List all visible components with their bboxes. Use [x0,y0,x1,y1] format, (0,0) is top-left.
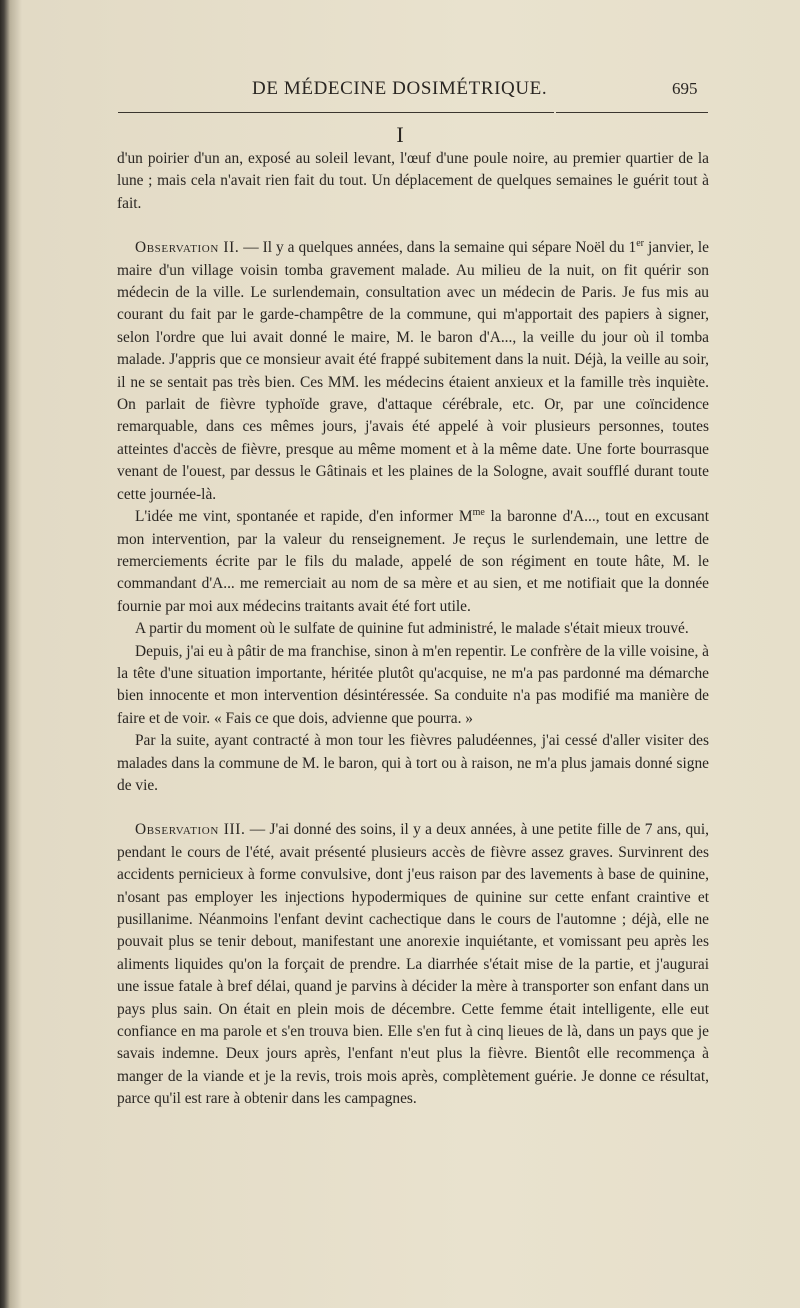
paragraph-letter-b: la baronne d'A..., tout en excusant mon intervention, par la valeur du renseignement. Je reçus le surlendemain, une lettre de remerciements écrite par le fils du malade, appelé de son régiment en toute hâte, M. le commandant d'A... me remerciait au nom de sa mère et au sien, et me notifiait que la donnée fournie par moi aux médecins traitants avait été fort utile. [117,508,709,615]
paragraph-letter [117,506,709,618]
page-header [0,78,800,102]
body-text [117,148,709,1111]
observation-2-label: Observation II. [135,239,240,257]
signature-mark: I [396,122,404,147]
observation-3-text: — J'ai donné des soins, il y a deux années, à une petite fille de 7 ans, qui, pendant le cours de l'été, avait présenté plusieurs accès de fièvre assez graves. Survinrent des accidents pernicieux à forme convulsive, dont j'eus raison par des lavements à base de quinine, n'osant pas employer les injections hypodermiques de quinine sur cette enfant craintive et pusillanime. Néanmoins l'enfant devint cachectique dans le cours de l'automne ; déjà, elle ne pouvait plus se tenir debout, manifestant une anorexie inquiétante, et vomissant peu après les aliments liquides qu'on la forçait de prendre. La diarrhée s'était mise de la partie, et j'augurai une issue fatale à bref délai, quand je parvins à décider la mère à transporter son enfant dans un pays plus sain. On était en plein mois de décembre. Cette femme était intelligente, elle eut confiance en ma parole et s'en trouva bien. Elle s'en fut à cinq lieues de là, dans un pays que je savais indemne. Deux jours après, l'enfant n'eut plus la fièvre. Bientôt elle recommença à manger de la viande et je la revis, trois mois après, complètement guérie. Je donne ce résultat, parce qu'il est rare à obtenir dans les campagnes. [117,821,710,1108]
observation-2-text-a: — Il y a quelques années, dans la semaine qui sépare Noël du 1 [239,239,637,257]
running-head: DE MÉDECINE DOSIMÉTRIQUE. [252,78,548,99]
observation-2-text-b: janvier, le maire d'un village voisin tomba gravement malade. Au milieu de la nuit, on fit quérir son médecin de la ville. Le surlendemain, consultation avec un médecin de Paris. Je fus mis au courant du fait par le garde-champêtre de la commune, qui m'apportait des papiers à signer, selon l'ordre que lui avait donné le maire, M. le baron d'A..., la veille du jour où il tomba malade. J'appris que ce monsieur avait été frappé subitement dans la nuit. Déjà, la veille au soir, il ne se sentait pas très bien. Ces MM. les médecins étaient anxieux et la famille très inquiète. On parlait de fièvre typhoïde grave, d'attaque cérébrale, etc. Or, par une coïncidence remarquable, dans ces mêmes jours, j'avais été appelé à voir plusieurs personnes, toutes atteintes d'accès de fièvre, presque au même moment et à la même date. Une forte bourrasque venant de l'ouest, par dessus le Gâtinais et les plaines de la Sologne, avait soufflé durant toute cette journée-là. [117,239,709,503]
paragraph-quinine: A partir du moment où le sulfate de quinine fut administré, le malade s'était mieux trouvé. [135,620,689,638]
paragraph-franchise: Depuis, j'ai eu à pâtir de ma franchise, sinon à m'en repentir. Le confrère de la ville voisine, à la tête d'une situation importante, héritée plutôt qu'acquise, ne m'a pas pardonné ma démarche bien innocente et mon intervention désintéressée. Sa conduite n'a pas modifié ma manière de faire et de voir. « Fais ce que dois, advienne que pourra. » [117,642,709,727]
ordinal-superscript: er [636,238,644,250]
paragraph-letter-a: L'idée me vint, spontanée et rapide, d'en informer M [135,508,473,526]
paragraph-continuation: d'un poirier d'un an, exposé au soleil levant, l'œuf d'une poule noire, au premier quartier de la lune ; mais cela n'avait rien fait du tout. Un déplacement de quelques semaines le guérit tout à fait. [117,150,709,212]
paragraph-aftermath: Par la suite, ayant contracté à mon tour les fièvres paludéennes, j'ai cessé d'aller visiter des malades dans la commune de M. le baron, qui à tort ou à raison, ne m'a plus jamais donné signe de vie. [117,732,709,794]
header-rule-left [118,112,554,113]
observation-3-label: Observation III. [135,821,246,839]
observation-2-paragraph [117,237,709,506]
observation-3-paragraph [117,819,709,1110]
header-rule-right [556,112,708,113]
title-superscript: me [472,506,485,518]
page-number: 695 [672,79,698,98]
